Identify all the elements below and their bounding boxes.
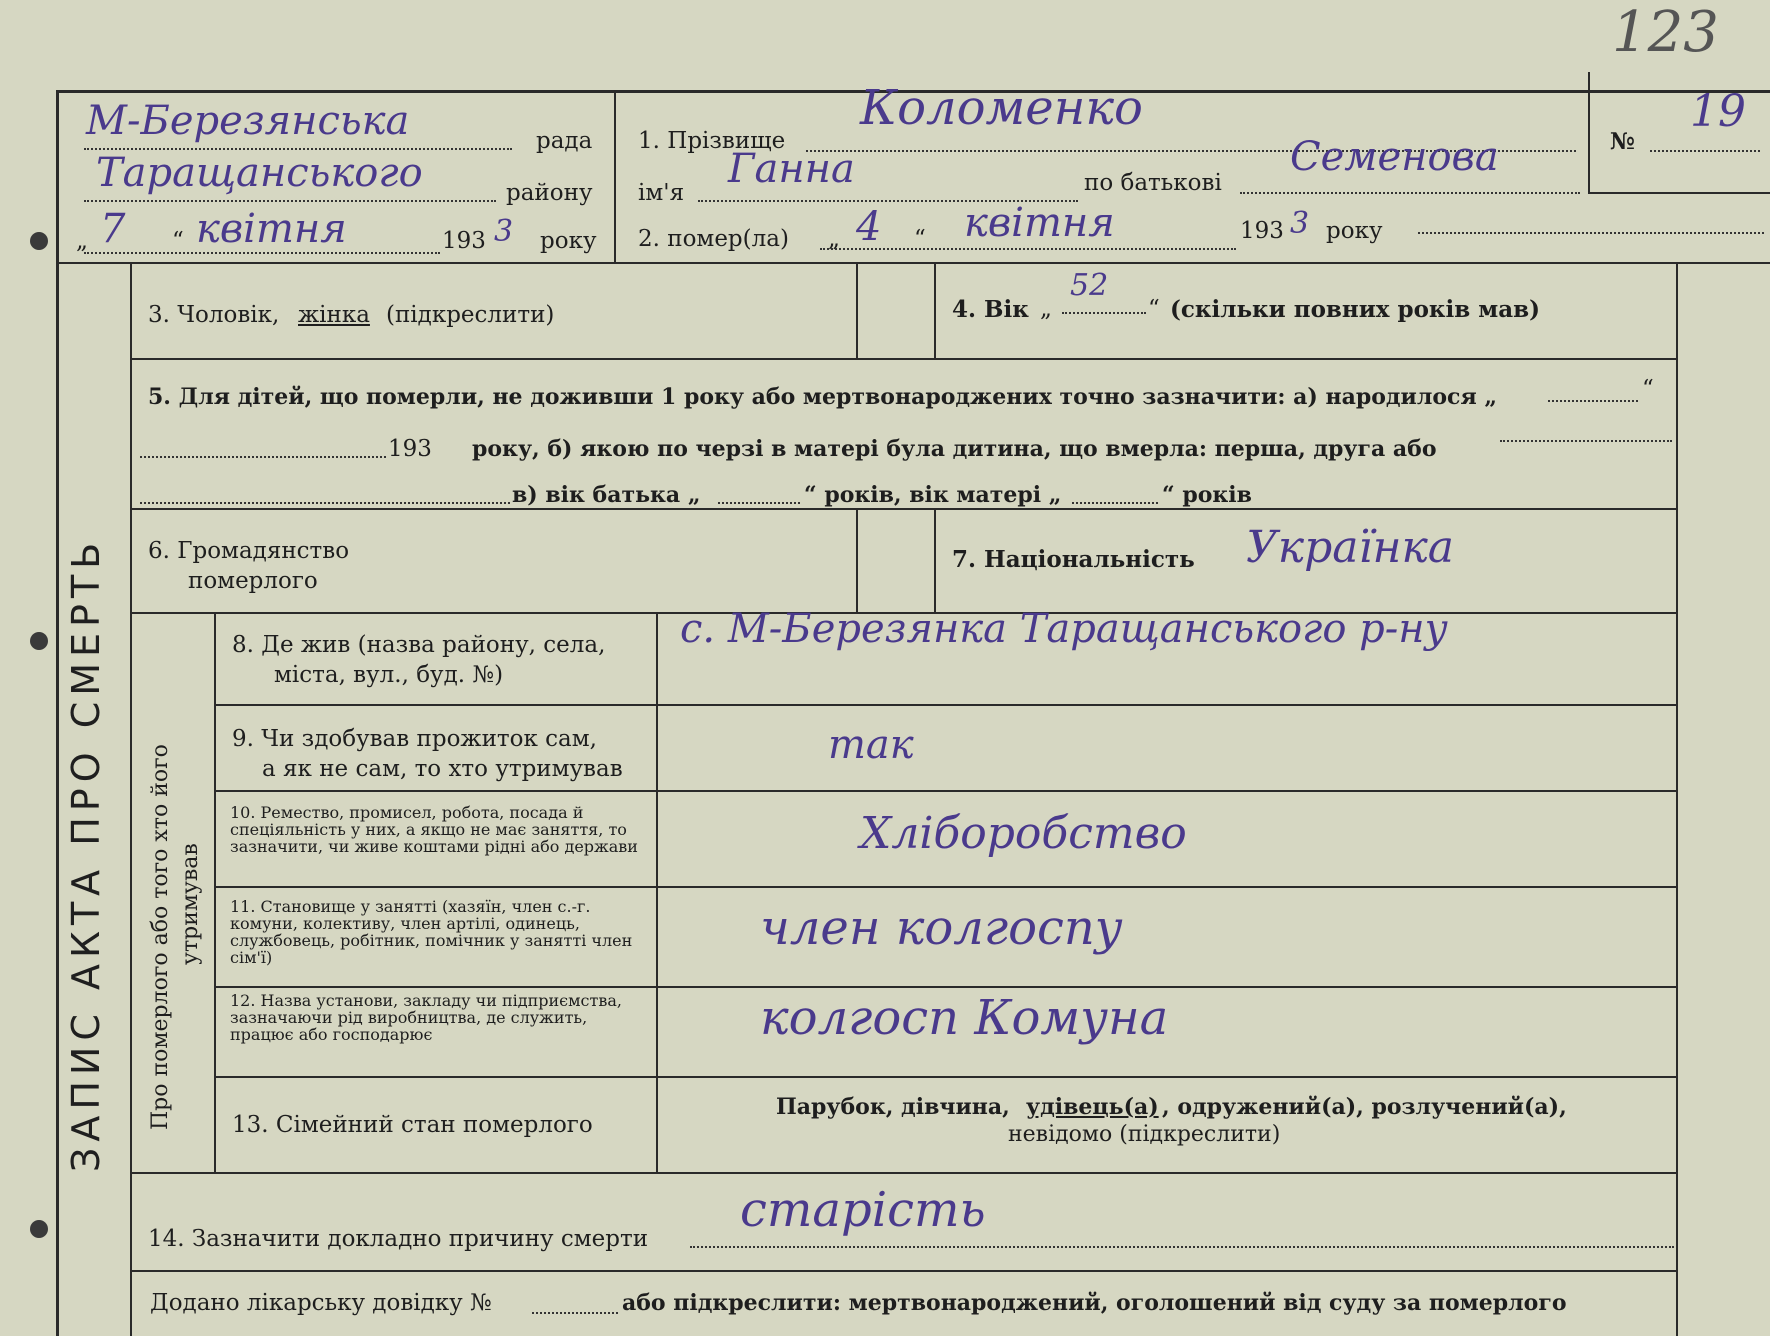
f14-label: 14. Зазначити докладно причину смерти (148, 1226, 649, 1252)
f13-text-1b: удівець(а) (1026, 1094, 1159, 1120)
dotted-line (1062, 312, 1146, 314)
side-column-line (130, 262, 132, 1336)
f6-label-2: померлого (188, 568, 318, 594)
died-year-prefix: 193 (1240, 218, 1284, 244)
f11-label: 11. Становище у занятті (хазяїн, член с.-г. комуни, колективу, член артілі, одинець, службовець, робітник, помічник у занятті член сім'ї) (230, 897, 633, 967)
row-line (130, 358, 1678, 360)
right-column-line (1676, 262, 1678, 1336)
cell-divider (856, 508, 858, 612)
dotted-line (1650, 150, 1760, 152)
f8-handwritten: с. М-Березянка Таращанського р-ну (680, 606, 1448, 652)
f10-handwritten: Хліборобство (860, 808, 1187, 859)
date-quote-open: „ (76, 228, 88, 254)
date-day-handwritten: 7 (100, 206, 126, 252)
dotted-line (1548, 400, 1638, 402)
row-line (130, 1172, 1678, 1174)
number-handwritten: 19 (1690, 86, 1746, 137)
f6-label-1: 6. Громадянство (148, 538, 350, 564)
f3-label-c: (підкреслити) (386, 302, 555, 328)
f4-handwritten: 52 (1070, 268, 1109, 303)
cell-divider (856, 262, 858, 358)
f5-line1: 5. Для дітей, що померли, не доживши 1 року або мертвонароджених точно зазначити: а) народилося „ (148, 384, 1498, 410)
year-prefix: 193 (442, 228, 486, 254)
dotted-line (140, 502, 510, 504)
header-divider-2 (1588, 72, 1590, 192)
f5-line2-a: 193 (388, 436, 432, 462)
row-line (214, 704, 1678, 706)
dotted-line (84, 200, 496, 202)
f5-line3-b: “ років, вік матері „ (804, 482, 1062, 508)
dotted-line (84, 252, 440, 254)
dotted-line (140, 456, 386, 458)
side-title: ЗАПИС АКТА ПРО СМЕРТЬ (64, 536, 108, 1172)
died-year-label: року (1326, 218, 1383, 244)
district-label: району (506, 180, 593, 206)
dotted-line (532, 1312, 618, 1314)
f13-text-1a: Парубок, дівчина, (776, 1094, 1010, 1120)
patronymic-handwritten: Семенова (1290, 134, 1499, 180)
archive-number: 123 (1612, 0, 1719, 65)
side-subtitle-1: Про померлого або того хто його (148, 744, 173, 1130)
f3-label-a: 3. Чоловік, (148, 302, 280, 328)
died-quote-close: “ (914, 226, 926, 252)
row-line (130, 508, 1678, 510)
punch-hole (30, 1220, 48, 1238)
frame-left (56, 90, 59, 1336)
f11-handwritten: член колгоспу (760, 900, 1123, 956)
died-label: 2. помер(ла) (638, 226, 789, 252)
f4-label: 4. Вік (952, 296, 1029, 323)
f5-quote-close: “ (1642, 376, 1654, 402)
footer-label-b: або підкреслити: мертвонароджений, оголошений від суду за померлого (622, 1290, 1567, 1316)
council-handwritten: М-Березянська (86, 98, 410, 144)
number-label: № (1610, 128, 1635, 155)
dotted-line (1500, 440, 1672, 442)
f8-label-2: міста, вул., буд. №) (274, 662, 504, 688)
header-bottom (56, 262, 1770, 264)
dotted-line (1240, 192, 1580, 194)
f14-handwritten: старість (740, 1182, 986, 1238)
f9-label-2: а як не сам, то хто утримував (262, 756, 623, 782)
f13-label: 13. Сімейний стан померлого (232, 1112, 593, 1138)
f5-line3-c: “ років (1162, 482, 1252, 508)
name-handwritten: Ганна (728, 146, 855, 192)
f12-handwritten: колгосп Комуна (760, 990, 1169, 1046)
punch-hole (30, 232, 48, 250)
dotted-line (690, 1246, 1674, 1248)
row-line (214, 790, 1678, 792)
subgroup-line (214, 612, 216, 1172)
date-month-handwritten: квітня (196, 206, 347, 252)
died-day-handwritten: 4 (856, 204, 882, 250)
number-box-bottom (1588, 192, 1770, 194)
f9-label-1: 9. Чи здобував прожиток сам, (232, 726, 597, 752)
row-line (214, 986, 1678, 988)
side-subtitle-2: утримував (178, 843, 203, 965)
f4-quote-close: “ (1148, 296, 1160, 322)
year-label: року (540, 228, 597, 254)
date-quote-close: “ (172, 228, 184, 254)
year-digit-handwritten: 3 (494, 214, 514, 249)
died-month-handwritten: квітня (964, 200, 1115, 246)
dotted-line (820, 248, 1236, 250)
f12-label: 12. Назва установи, закладу чи підприємства, зазначаючи рід виробництва, де служить, працює або господарює (230, 991, 622, 1044)
f10-label: 10. Ремество, промисел, робота, посада й спеціяльність у них, а якщо не має заняття, то зазначити, чи живе коштами рідні або держави (230, 803, 638, 856)
f8-label-1: 8. Де жив (назва району, села, (232, 632, 606, 658)
council-label: рада (536, 128, 593, 154)
f13-text-2: невідомо (підкреслити) (1008, 1122, 1281, 1147)
died-quote-open: „ (828, 226, 840, 252)
f13-text-1c: , одружений(а), розлучений(а), (1162, 1094, 1567, 1120)
name-label: ім'я (638, 180, 685, 206)
dotted-line (1418, 232, 1764, 234)
punch-hole (30, 632, 48, 650)
dotted-line (1072, 502, 1158, 504)
cell-divider (934, 262, 936, 358)
f4-suffix: (скільки повних років мав) (1170, 296, 1541, 323)
surname-label: 1. Прізвище (638, 128, 786, 154)
header-divider-1 (614, 90, 616, 262)
f3-label-b: жінка (298, 302, 370, 328)
f9-handwritten: так (828, 722, 914, 768)
row-line (130, 1270, 1678, 1272)
row-line (214, 886, 1678, 888)
died-year-digit-handwritten: 3 (1290, 206, 1310, 241)
district-handwritten: Таращанського (96, 150, 423, 196)
f4-quote-open: „ (1040, 296, 1052, 322)
cell-divider (934, 508, 936, 612)
f7-handwritten: Українка (1246, 522, 1455, 573)
label-column-line (656, 612, 658, 1172)
dotted-line (718, 502, 800, 504)
patronymic-label: по батькові (1084, 170, 1222, 196)
f5-line3-a: в) вік батька „ (512, 482, 701, 508)
f5-line2-b: року, б) якою по черзі в матері була дитина, що вмерла: перша, друга або (472, 436, 1437, 462)
footer-label: Додано лікарську довідку № (150, 1290, 492, 1316)
surname-handwritten: Коломенко (860, 80, 1143, 136)
f7-label: 7. Національність (952, 546, 1195, 573)
row-line (214, 1076, 1678, 1078)
